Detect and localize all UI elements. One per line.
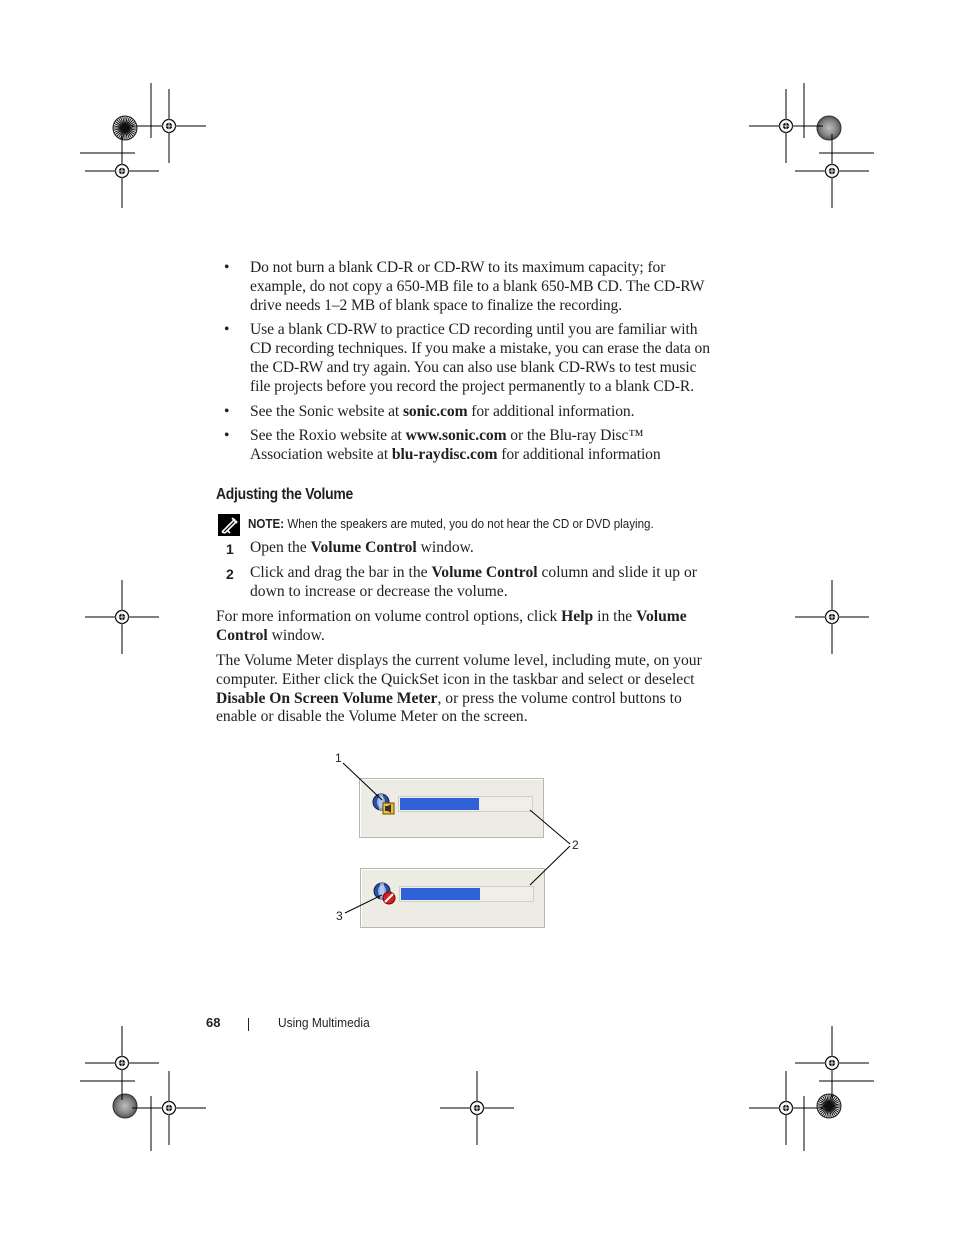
steps-list — [216, 539, 716, 607]
bullet-text: Use a blank CD-RW to practice CD recording until you are familiar with CD recording techniques. If you make a mistake, you can erase the data on the CD-RW and try again. You can also use blank CD-RWs to test music file projects before you record the project permanently to a blank CD-R. — [250, 321, 710, 395]
help-paragraph: For more information on volume control options, click Help in the Volume Control window. — [216, 608, 687, 644]
bullet-item — [216, 321, 716, 396]
section-heading: Adjusting the Volume — [216, 486, 353, 503]
step-number: 2 — [226, 565, 234, 582]
bullet-item — [216, 427, 716, 465]
note-pencil-icon — [218, 514, 240, 536]
footer-separator — [248, 1018, 249, 1031]
footer-section-title: Using Multimedia — [278, 1015, 370, 1030]
bullet-symbol: • — [224, 402, 230, 420]
callout-lines — [330, 748, 590, 933]
note-body: When the speakers are muted, you do not hear the CD or DVD playing. — [284, 516, 654, 531]
page-number: 68 — [206, 1015, 221, 1030]
bullet-symbol: • — [224, 259, 230, 276]
step-text: Open the Volume Control window. — [250, 539, 474, 556]
bullet-symbol: • — [224, 321, 230, 339]
callout-label: 2 — [572, 838, 579, 852]
volume-meter-figure — [330, 748, 590, 933]
note-label: NOTE: — [248, 516, 285, 531]
step-text: Click and drag the bar in the Volume Control column and slide it up or down to increase or decrease the volume. — [250, 563, 697, 600]
bullet-text: Do not burn a blank CD-R or CD-RW to its maximum capacity; for example, do not copy a 650-MB file to a blank 650-MB CD. The CD-RW drive needs 1–2 MB of blank space to finalize the recording. — [250, 259, 705, 314]
bullet-text: See the Sonic website at sonic.com for additional information. — [250, 402, 635, 420]
step-item — [216, 564, 716, 602]
bullet-item — [216, 403, 716, 422]
callout-label: 1 — [335, 751, 342, 765]
note-text — [248, 516, 654, 531]
volume-meter-paragraph: The Volume Meter displays the current volume level, including mute, on your computer. Either click the QuickSet icon in the taskbar and select or deselect Disable On Screen Volume Meter, or press the volume control buttons to enable or disable the Volume Meter on the screen. — [216, 652, 702, 726]
bullet-item — [216, 259, 716, 315]
callout-label: 3 — [336, 909, 343, 923]
note-box — [216, 514, 716, 536]
step-item — [216, 539, 716, 558]
tips-bullet-list — [216, 259, 716, 471]
bullet-text: See the Roxio website at www.sonic.com or the Blu-ray Disc™ Association website at blu-raydisc.com for additional information — [250, 427, 661, 464]
step-number: 1 — [226, 541, 234, 557]
bullet-symbol: • — [224, 427, 230, 445]
